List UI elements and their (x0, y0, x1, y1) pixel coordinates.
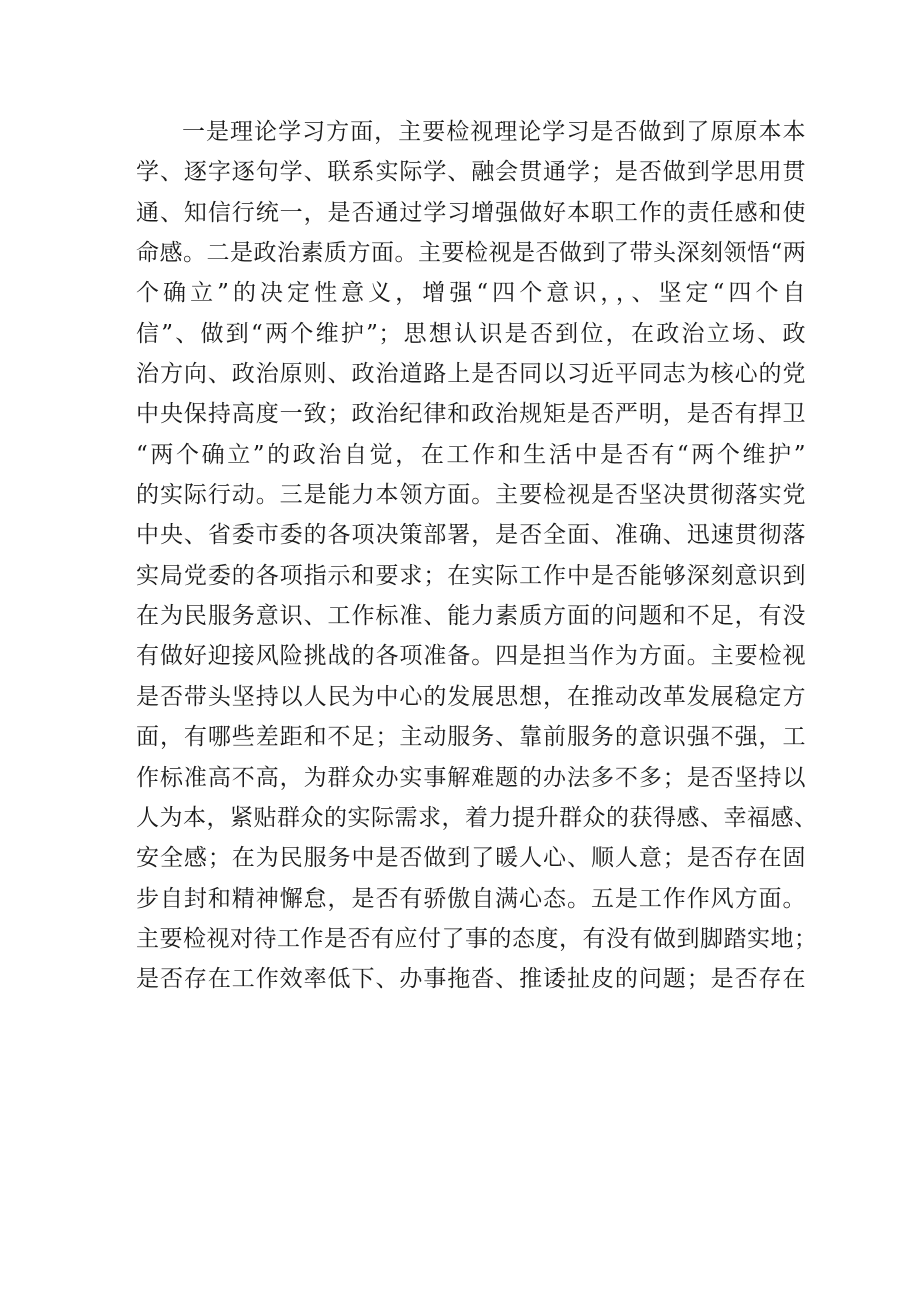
text-line: 个确立”的决定性意义，增强“四个意识，，、坚定“四个自 (136, 280, 806, 307)
text-line: 治方向、政治原则、政治道路上是否同以习近平同志为核心的党 (136, 361, 806, 388)
text-line: 步自封和精神懈怠，是否有骄傲自满心态。五是工作作风方面。 (136, 885, 806, 912)
text-line: “两个确立”的政治自觉，在工作和生活中是否有“两个维护” (136, 441, 806, 468)
text-line: 安全感；在为民服务中是否做到了暖人心、顺人意；是否存在固 (136, 845, 806, 872)
text-line: 面，有哪些差距和不足；主动服务、靠前服务的意识强不强，工 (136, 724, 806, 751)
text-line: 通、知信行统一，是否通过学习增强做好本职工作的责任感和使 (136, 199, 806, 226)
text-line: 中央保持高度一致；政治纪律和政治规矩是否严明，是否有捍卫 (136, 401, 806, 428)
body-paragraph (136, 112, 818, 1000)
text-line: 有做好迎接风险挑战的各项准备。四是担当作为方面。主要检视 (136, 643, 806, 670)
text-line: 人为本，紧贴群众的实际需求，着力提升群众的获得感、幸福感、 (136, 804, 818, 831)
text-line: 是否存在工作效率低下、办事拖沓、推诿扯皮的问题；是否存在 (136, 966, 806, 993)
text-line: 学、逐字逐句学、联系实际学、融会贯通学；是否做到学思用贯 (136, 159, 806, 186)
text-line: 一是理论学习方面，主要检视理论学习是否做到了原原本本 (182, 119, 806, 145)
text-line: 主要检视对待工作是否有应付了事的态度，有没有做到脚踏实地； (136, 925, 818, 952)
text-line: 命感。二是政治素质方面。主要检视是否做到了带头深刻领悟“两 (136, 240, 807, 267)
text-line: 在为民服务意识、工作标准、能力素质方面的问题和不足，有没 (136, 603, 806, 630)
text-line: 的实际行动。三是能力本领方面。主要检视是否坚决贯彻落实党 (136, 482, 806, 509)
text-line: 作标准高不高，为群众办实事解难题的办法多不多；是否坚持以 (136, 764, 806, 791)
text-line: 中央、省委市委的各项决策部署，是否全面、准确、迅速贯彻落 (136, 522, 806, 549)
text-line: 信”、做到“两个维护”；思想认识是否到位，在政治立场、政 (136, 320, 806, 347)
text-line: 实局党委的各项指示和要求；在实际工作中是否能够深刻意识到 (136, 562, 806, 589)
text-line: 是否带头坚持以人民为中心的发展思想，在推动改革发展稳定方 (136, 683, 806, 710)
